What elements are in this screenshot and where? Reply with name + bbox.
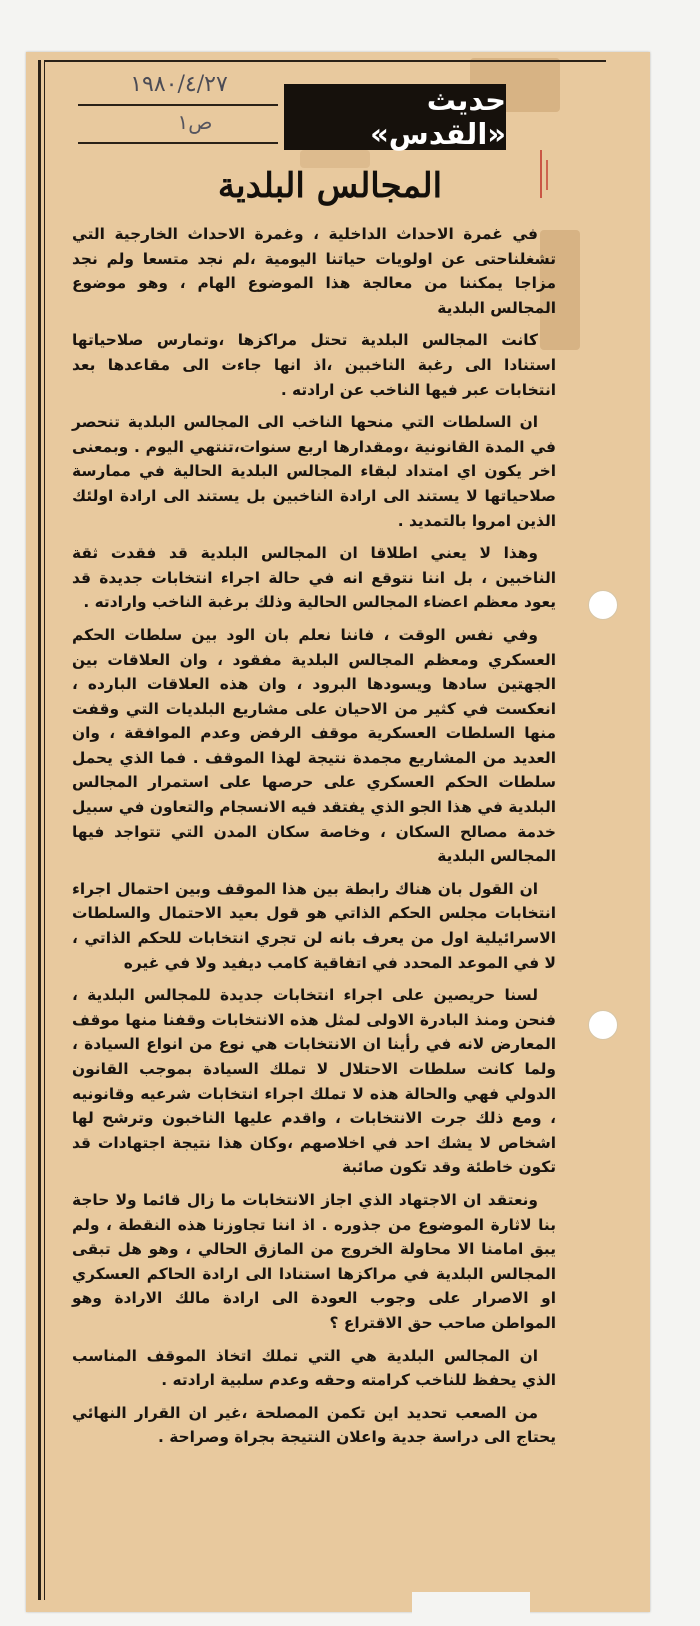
date-underline xyxy=(78,104,278,106)
top-rule xyxy=(44,60,606,62)
article-paragraph: ان المجالس البلدية هي التي تملك اتخاذ الموقف المناسب الذي يحفظ للناخب كرامته وحقه وعدم سلبية ارادته . xyxy=(72,1346,556,1390)
column-header: حديث «القدس» xyxy=(284,84,506,150)
page-underline xyxy=(78,142,278,144)
margin-rule xyxy=(44,60,45,1600)
article-paragraph: في غمرة الاحداث الداخلية ، وغمرة الاحداث الخارجية التي تشغلناحتى عن اولويات حياتنا اليومية ،لم نجد متسعا ولم نجد مزاجا يمكننا من معالجة هذا الموضوع الهام ، وهو موضوع المجالس البلدية xyxy=(72,225,556,317)
handwritten-date: ١٩٨٠/٤/٢٧ xyxy=(130,72,228,97)
article-paragraph: وهذا لا يعني اطلاقا ان المجالس البلدية قد فقدت ثقة الناخبين ، بل اننا نتوقع انه في حالة اجراء انتخابات جديدة قد يعود معظم اعضاء المجالس الحالية وذلك برغبة الناخب وارادته . xyxy=(72,544,556,612)
punch-hole xyxy=(588,590,618,620)
margin-rule xyxy=(38,60,41,1600)
article-paragraph: وفي نفس الوقت ، فاننا نعلم بان الود بين سلطات الحكم العسكري ومعظم المجالس البلدية مفقود ، وان العلاقات بين الجهتين سادها ويسودها البرود ، وان هذه العلاقات البارده ، انعكست في كثير من الاحيان على مشاريع البلديات التي وقفت منها السلطات العسكرية موقف الرفض وعدم الموافقة ، وان العديد من المشاريع مجمدة نتيجة لهذا الموقف . فما الذي يحمل سلطات الحكم العسكري على حرصها على استمرار المجالس البلدية في هذا الجو الذي يفتقد فيه الانسجام والتعاون في سبيل خدمة مصالح السكان ، وخاصة سكان المدن التي تتواجد فيها المجالس البلدية xyxy=(72,625,556,866)
torn-edge xyxy=(412,1592,530,1614)
article-paragraph: لسنا حريصين على اجراء انتخابات جديدة للمجالس البلدية ، فنحن ومنذ البادرة الاولى لمثل هذه الانتخابات وقفنا منها موقف المعارض لانه في رأينا ان الانتخابات هي نوع من انواع السيادة ، ولما كانت سلطات الاحتلال لا تملك السيادة بموجب القانون الدولي فهي والحالة هذه لا تملك اجراء انتخابات شرعيه وقانونيه ، ومع ذلك جرت الانتخابات ، واقدم عليها الناخبون وترشح لها اشخاص لا يشك احد في اخلاصهم ،وكان هذا نتيجة اجتهادات قد تكون خاطئة وقد تكون صائبة xyxy=(72,986,556,1177)
article-headline: المجالس البلدية xyxy=(217,166,443,206)
article-body xyxy=(72,222,556,1552)
red-pen-mark xyxy=(540,150,542,198)
article-paragraph: من الصعب تحديد اين تكمن المصلحة ،غير ان القرار النهائي يحتاج الى دراسة جدية واعلان النتيجة بجراة وصراحة . xyxy=(72,1403,556,1447)
red-pen-mark xyxy=(546,160,548,190)
handwritten-page-ref: ص١ xyxy=(177,110,213,134)
punch-hole xyxy=(588,1010,618,1040)
article-paragraph: ونعتقد ان الاجتهاد الذي اجاز الانتخابات ما زال قائما ولا حاجة بنا لاثارة الموضوع من جذوره . اذ اننا تجاوزنا هذه النقطة ، ولم يبق امامنا الا محاولة الخروج من المازق الحالي ، وهو هل تبقى المجالس البلدية في مراكزها استنادا الى ارادة الحاكم العسكري او الاصرار على وجوب العودة الى ارادة مالك الارادة وهو المواطن صاحب حق الاقتراع ؟ xyxy=(72,1190,556,1332)
article-paragraph: ان السلطات التي منحها الناخب الى المجالس البلدية تنحصر في المدة القانونية ،ومقدارها اربع سنوات،تنتهي اليوم . وبمعنى اخر يكون اي امتداد لبقاء المجالس البلدية الحالية في ممارسة صلاحياتها لا يستند الى ارادة الناخبين بل يستند الى ارادة اولئك الذين امروا بالتمديد . xyxy=(72,413,556,530)
article-paragraph: كانت المجالس البلدية تحتل مراكزها ،وتمارس صلاحياتها استنادا الى رغبة الناخبين ،اذ انها جاءت الى مقاعدها بعد انتخابات عبر فيها الناخب عن ارادته . xyxy=(72,331,556,399)
article-paragraph: ان القول بان هناك رابطة بين هذا الموقف وبين احتمال اجراء انتخابات مجلس الحكم الذاتي هو قول بعيد الاحتمال والسلطات الاسرائيلية اول من يعرف بانه لن تجري انتخابات للحكم الذاتي ، لا في الموعد المحدد في اتفاقية كامب ديفيد ولا في غيره xyxy=(72,879,556,972)
